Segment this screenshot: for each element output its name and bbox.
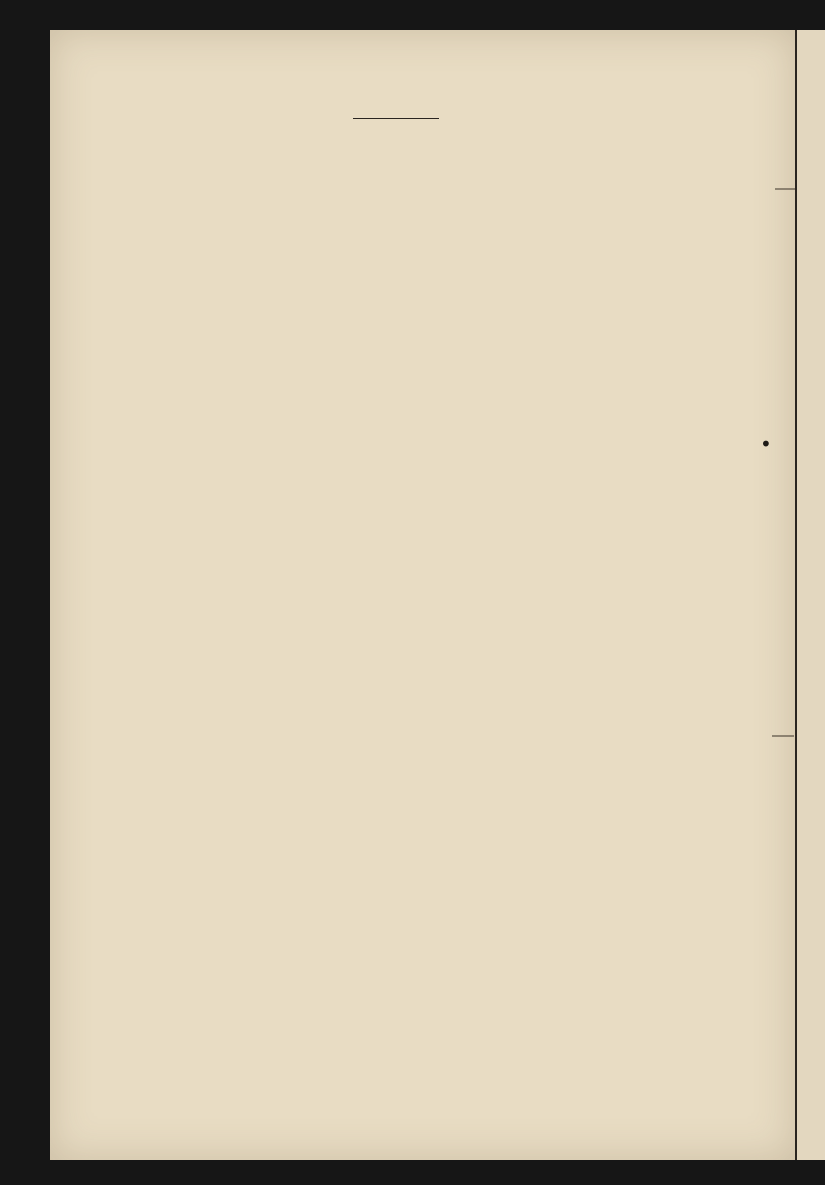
right-edge-mark — [772, 735, 794, 737]
margin-dot: • — [760, 432, 772, 456]
book-page — [50, 30, 795, 1160]
right-edge-mark — [775, 188, 795, 190]
adjacent-page-edge — [795, 30, 825, 1160]
page-number-rule — [353, 118, 439, 119]
